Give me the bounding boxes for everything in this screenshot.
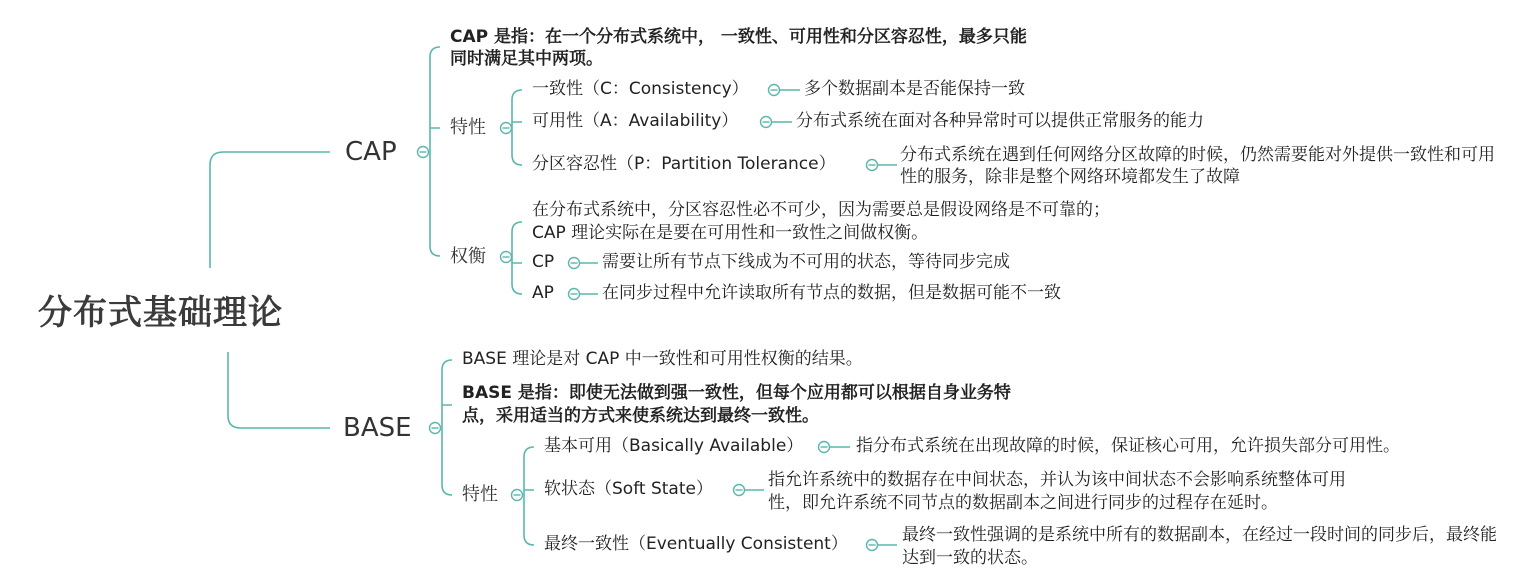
cap-definition[interactable]: CAP 是指：在一个分布式系统中， 一致性、可用性和分区容忍性，最多只能同时满足其中两项。 <box>450 27 1027 69</box>
collapse-icon[interactable] <box>734 485 745 496</box>
cap-feature-a[interactable]: 可用性（A：Availability） <box>532 111 739 131</box>
cap-feature-p[interactable]: 分区容忍性（P：Partition Tolerance） <box>532 154 836 174</box>
link-cap-tradeoff <box>512 222 522 294</box>
cap-tradeoff-cp-desc[interactable]: 需要让所有节点下线成为不可用的状态，等待同步完成 <box>602 252 1010 272</box>
link-base-children <box>442 360 452 495</box>
base-topic[interactable]: BASE <box>343 413 412 443</box>
base-feature-ec[interactable]: 最终一致性（Eventually Consistent） <box>544 534 848 554</box>
base-feature-ss-desc[interactable]: 指允许系统中的数据存在中间状态，并认为该中间状态不会影响系统整体可用性，即允许系统不同节点的数据副本之间进行同步的过程存在延时。 <box>768 470 1346 513</box>
collapse-icon[interactable] <box>819 442 830 453</box>
base-feature-ba[interactable]: 基本可用（Basically Available） <box>544 436 804 456</box>
cap-features-label[interactable]: 特性 <box>450 117 486 138</box>
base-summary[interactable]: BASE 理论是对 CAP 中一致性和可用性权衡的结果。 <box>462 349 863 369</box>
cap-topic[interactable]: CAP <box>345 137 397 167</box>
base-feature-ba-desc[interactable]: 指分布式系统在出现故障的时候，保证核心可用，允许损失部分可用性。 <box>856 436 1400 456</box>
collapse-icon[interactable] <box>867 160 878 171</box>
link-root-base <box>228 352 330 428</box>
collapse-icon[interactable] <box>418 147 429 158</box>
link-base-features <box>524 447 534 545</box>
cap-feature-c[interactable]: 一致性（C：Consistency） <box>532 79 749 99</box>
root-topic[interactable]: 分布式基础理论 <box>38 293 283 333</box>
collapse-icon[interactable] <box>769 85 780 96</box>
collapse-icon[interactable] <box>867 540 878 551</box>
collapse-icon[interactable] <box>501 123 512 134</box>
link-root-cap <box>210 152 330 268</box>
base-definition[interactable]: BASE 是指：即使无法做到强一致性，但每个应用都可以根据自身业务特点，采用适当的方式来使系统达到最终一致性。 <box>462 383 1011 426</box>
cap-tradeoff-ap-desc[interactable]: 在同步过程中允许读取所有节点的数据，但是数据可能不一致 <box>602 283 1061 303</box>
cap-feature-a-desc[interactable]: 分布式系统在面对各种异常时可以提供正常服务的能力 <box>796 111 1204 131</box>
cap-feature-p-desc[interactable]: 分布式系统在遇到任何网络分区故障的时候，仍然需要能对外提供一致性和可用性的服务，除非是整个网络环境都发生了故障 <box>900 145 1495 187</box>
collapse-icon[interactable] <box>761 117 772 128</box>
cap-tradeoff-intro[interactable]: 在分布式系统中，分区容忍性必不可少，因为需要总是假设网络是不可靠的；CAP 理论实际在是要在可用性和一致性之间做权衡。 <box>532 200 1110 243</box>
collapse-icon[interactable] <box>569 258 580 269</box>
cap-tradeoff-ap[interactable]: AP <box>532 283 554 303</box>
cap-tradeoff-cp[interactable]: CP <box>532 252 555 272</box>
base-feature-ss[interactable]: 软状态（Soft State） <box>544 479 713 499</box>
link-cap-children <box>430 47 440 256</box>
cap-feature-c-desc[interactable]: 多个数据副本是否能保持一致 <box>804 79 1025 99</box>
collapse-icon[interactable] <box>501 252 512 263</box>
collapse-icon[interactable] <box>430 423 441 434</box>
collapse-icon[interactable] <box>512 490 523 501</box>
base-feature-ec-desc[interactable]: 最终一致性强调的是系统中所有的数据副本，在经过一段时间的同步后，最终能达到一致的状态。 <box>902 525 1497 568</box>
collapse-icon[interactable] <box>569 289 580 300</box>
link-cap-features <box>512 90 522 165</box>
base-features-label[interactable]: 特性 <box>462 484 498 505</box>
cap-tradeoff-label[interactable]: 权衡 <box>450 246 486 267</box>
